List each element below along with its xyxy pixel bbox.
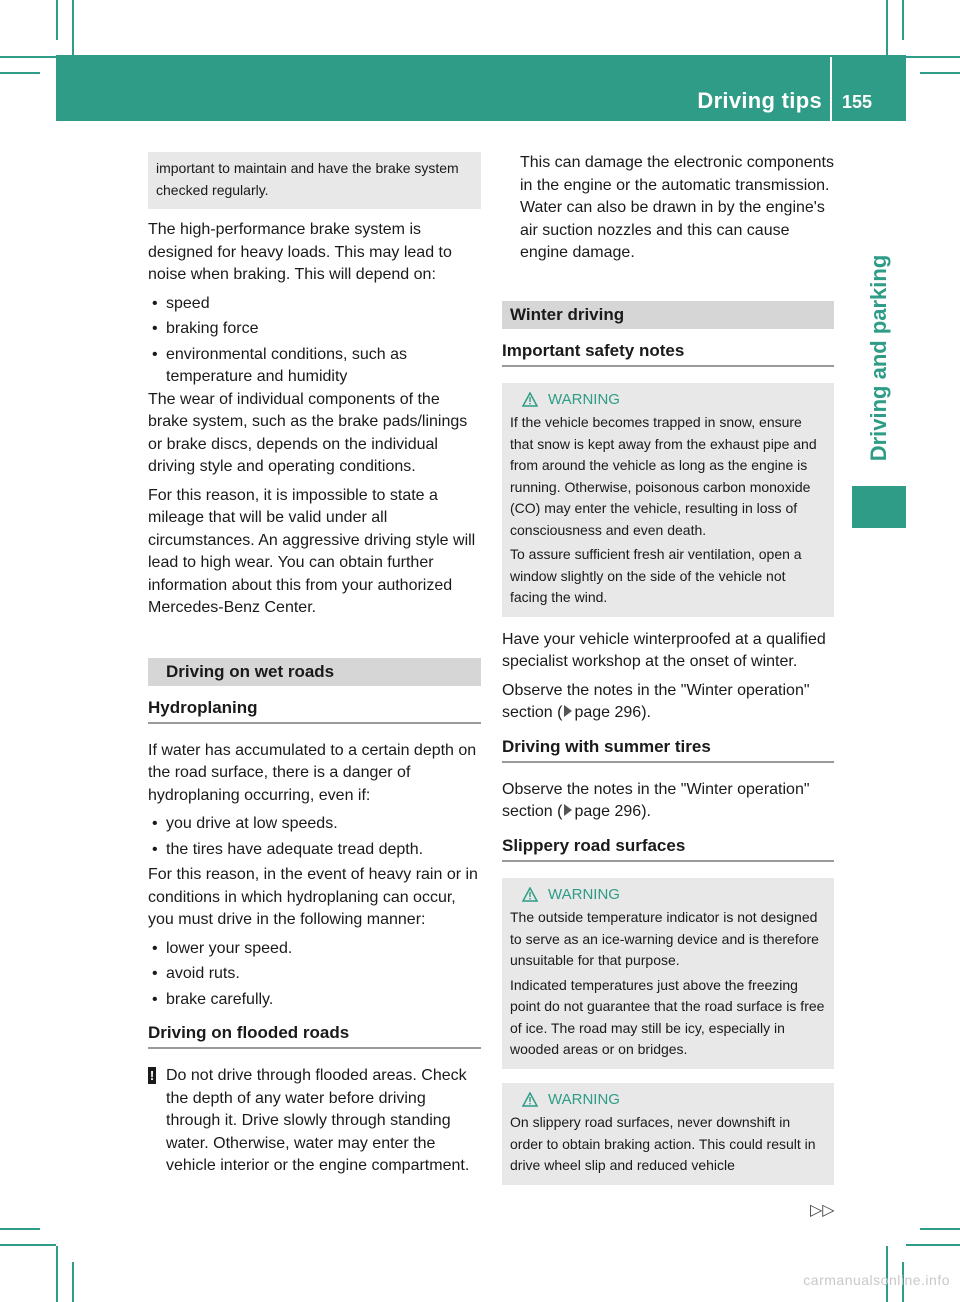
- chapter-tab-marker: [852, 486, 906, 528]
- paragraph: For this reason, in the event of heavy rain or in conditions in which hydroplaning can occur, you must drive in the following manner:: [148, 866, 478, 928]
- subsection-heading: Driving on flooded roads: [148, 1023, 481, 1049]
- paragraph: For this reason, it is impossible to state a mileage that will be valid under all circumstances. An aggressive driving style will lead to high wear. You can obtain further information about this from your authorized Mercedes-Benz Center.: [148, 486, 476, 616]
- warning-triangle-icon: [522, 1092, 538, 1107]
- paragraph: [502, 680, 834, 725]
- chapter-tab: [852, 250, 906, 466]
- warning-title: WARNING: [548, 885, 620, 903]
- warning-box: [502, 878, 834, 1069]
- crop-mark: [886, 0, 888, 56]
- crop-mark: [0, 1244, 56, 1246]
- crop-mark: [906, 1244, 960, 1246]
- crop-mark: [0, 56, 56, 58]
- crop-mark: [0, 72, 40, 74]
- subsection-heading: Hydroplaning: [148, 698, 481, 724]
- crop-mark: [56, 0, 58, 40]
- warning-text: Indicated temperatures just above the freezing point do not guarantee that the road surface is free of ice. The road may still be icy, especially in wooded areas or on bridges.: [510, 976, 825, 1057]
- subsection-heading: Important safety notes: [502, 341, 834, 367]
- bullet: •: [152, 965, 158, 982]
- bullet: •: [152, 990, 158, 1008]
- exclamation-icon: !: [149, 1068, 155, 1083]
- crop-mark: [920, 1228, 960, 1230]
- crop-mark: [906, 56, 960, 58]
- page-reference-arrow-icon: [564, 705, 572, 717]
- warning-text: To assure sufficient fresh air ventilation, open a window slightly on the side of the vehicle not facing the wind.: [510, 546, 802, 605]
- paragraph: The high-performance brake system is designed for heavy loads. This may lead to noise when braking. This will depend on:: [148, 221, 452, 283]
- warning-title: WARNING: [548, 1090, 620, 1108]
- warning-text: If the vehicle becomes trapped in snow, ensure that snow is kept away from the exhaust pipe and from around the vehicle as long as the engine is running. Otherwise, poisonous carbon monoxide (CO) may enter the vehicle, resulting in loss of consciousness and even death.: [510, 414, 817, 538]
- page-reference[interactable]: page 296).: [574, 803, 651, 820]
- watermark: carmanualsonline.info: [803, 1272, 950, 1288]
- list-item-text: brake carefully.: [166, 990, 274, 1008]
- bullet: •: [152, 939, 158, 957]
- crop-mark: [72, 0, 74, 56]
- paragraph: This can damage the electronic components in the engine or the automatic transmission. Water can also be drawn in by the engine's air suction nozzles and this can cause engine damage.: [520, 154, 834, 261]
- crop-mark: [920, 72, 960, 74]
- note-box: [148, 152, 481, 209]
- list-item: [148, 344, 481, 389]
- list-item-text: the tires have adequate tread depth.: [166, 840, 424, 858]
- list-item: [148, 813, 481, 836]
- note-text: important to maintain and have the brake system checked regularly.: [156, 160, 459, 198]
- header-divider: [830, 57, 832, 121]
- crop-mark: [0, 1228, 40, 1230]
- section-heading: Driving on wet roads: [148, 658, 481, 686]
- warning-heading: [510, 1089, 826, 1111]
- list-item: [148, 293, 481, 316]
- list-item: [148, 839, 481, 862]
- list-item-text: lower your speed.: [166, 939, 293, 957]
- warning-box: [502, 1083, 834, 1185]
- crop-mark: [56, 1246, 58, 1302]
- page-reference-arrow-icon: [564, 804, 572, 816]
- bullet: •: [152, 840, 158, 858]
- continue-arrow-icon: ▷▷: [810, 1202, 835, 1219]
- bullet: •: [152, 345, 158, 363]
- page-reference[interactable]: page 296).: [574, 704, 651, 721]
- crop-mark: [72, 1262, 74, 1302]
- paragraph: Have your vehicle winterproofed at a qualified specialist workshop at the onset of winter.: [502, 630, 826, 670]
- warning-heading: [510, 389, 826, 411]
- warning-triangle-icon: [522, 887, 538, 902]
- paragraph: [502, 779, 834, 824]
- list-item: [148, 938, 481, 961]
- crop-mark: [902, 0, 904, 40]
- chapter-tab-label: Driving and parking: [866, 254, 891, 462]
- paragraph-text: Observe the notes in the "Winter operation" section (: [502, 780, 810, 820]
- list-item: [148, 989, 481, 1012]
- list-item-text: speed: [166, 294, 210, 312]
- page-number: 155: [842, 92, 873, 112]
- list-item: [148, 318, 481, 341]
- warning-title: WARNING: [548, 390, 620, 408]
- warning-heading: [510, 884, 826, 906]
- bullet: •: [152, 294, 158, 312]
- warning-triangle-icon: [522, 392, 538, 407]
- list-item: [148, 963, 481, 986]
- subsection-heading: Slippery road surfaces: [502, 836, 834, 862]
- caution-note: [148, 1065, 481, 1178]
- warning-text: On slippery road surfaces, never downshift in order to obtain braking action. This could result in drive wheel slip and reduced vehicle: [510, 1114, 816, 1173]
- right-column: [502, 152, 834, 1185]
- bullet: •: [152, 320, 158, 337]
- section-heading: Winter driving: [502, 301, 834, 329]
- page-title: Driving tips: [697, 88, 822, 113]
- list-item-text: you drive at low speeds.: [166, 815, 338, 832]
- list-item-text: avoid ruts.: [166, 965, 240, 982]
- warning-box: [502, 383, 834, 617]
- bullet: •: [152, 815, 158, 832]
- subsection-heading: Driving with summer tires: [502, 737, 834, 763]
- paragraph: The wear of individual components of the brake system, such as the brake pads/linings or brake discs, depends on the individual driving style and operating conditions.: [148, 390, 468, 475]
- left-column: [148, 152, 481, 1178]
- list-item-text: braking force: [166, 320, 259, 337]
- list-item-text: environmental conditions, such as temperature and humidity: [166, 345, 408, 385]
- warning-text: The outside temperature indicator is not designed to serve as an ice-warning device and is therefore unsuitable for that purpose.: [510, 909, 819, 968]
- caution-text: Do not drive through flooded areas. Check the depth of any water before driving through it. Drive slowly through standing water. Otherwise, water may enter the vehicle interior or the engine compartment.: [166, 1067, 470, 1174]
- paragraph-text: Observe the notes in the "Winter operation" section (: [502, 681, 810, 721]
- paragraph: If water has accumulated to a certain depth on the road surface, there is a danger of hydroplaning occurring, even if:: [148, 741, 477, 804]
